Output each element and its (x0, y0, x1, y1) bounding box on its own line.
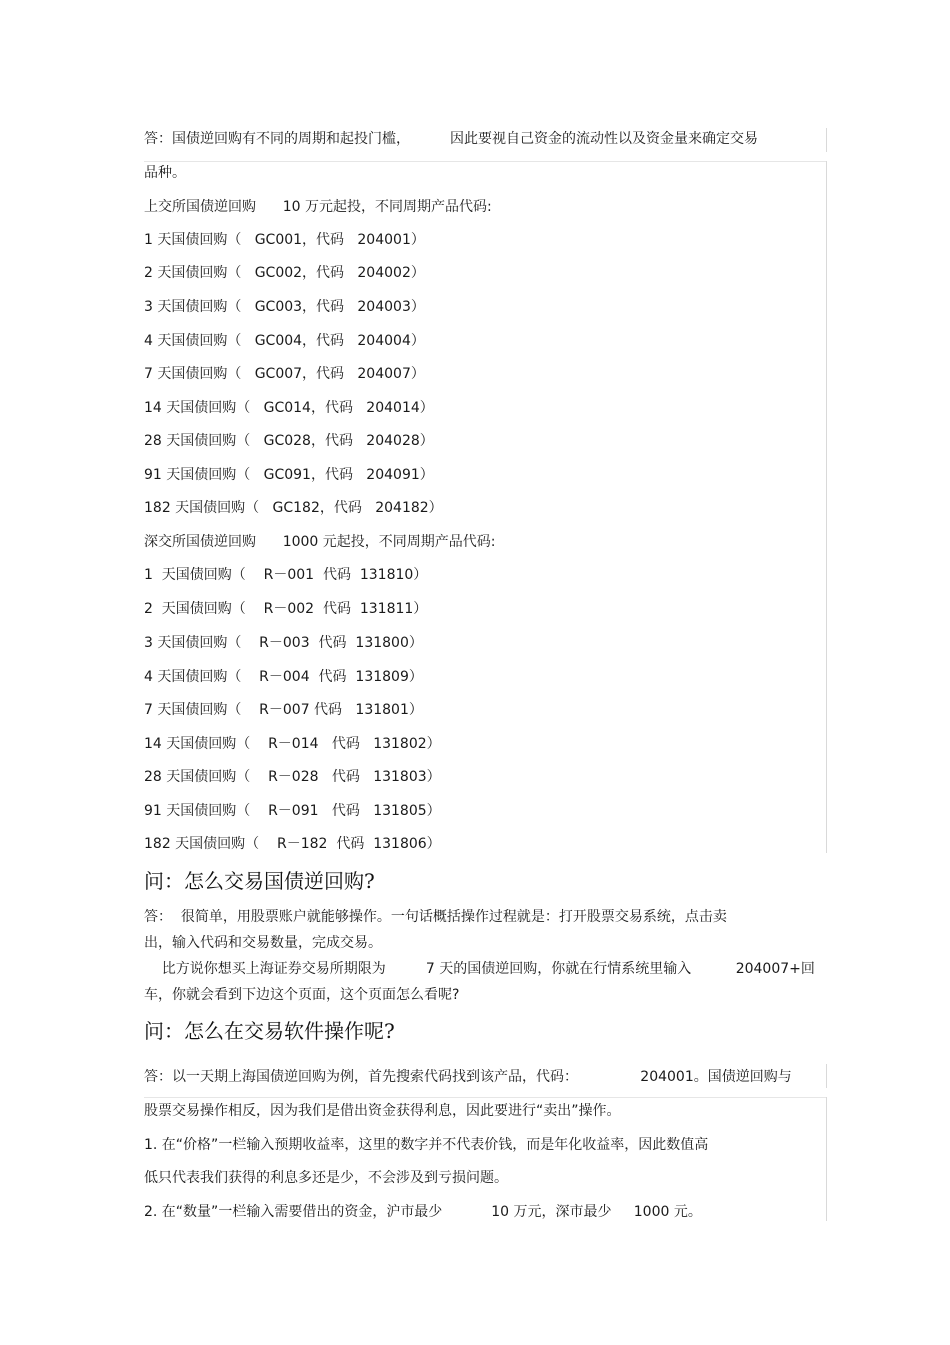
sh-list-item: 91 天国债回购（ GC091，代码 204091） (144, 467, 434, 483)
sz-intro: 深交所国债逆回购 1000 元起投，不同周期产品代码: (144, 534, 496, 550)
sh-list-item: 3 天国债回购（ GC003，代码 204003） (144, 299, 425, 315)
sz-list-item: 1 天国债回购（ R－001 代码 131810） (144, 567, 428, 583)
example-text: 车，你就会看到下边这个页面，这个页面怎么看呢? (144, 987, 460, 1003)
table-border-right-4 (826, 1097, 827, 1221)
question-heading: 问：怎么在交易软件操作呢? (144, 1019, 395, 1043)
sz-list-item: 2 天国债回购（ R－002 代码 131811） (144, 601, 428, 617)
sz-list-item: 28 天国债回购（ R－028 代码 131803） (144, 769, 441, 785)
sh-list-item: 2 天国债回购（ GC002，代码 204002） (144, 265, 425, 281)
answer-text: 答：以一天期上海国债逆回购为例，首先搜索代码找到该产品，代码： 204001。国债逆回购与 (144, 1069, 792, 1085)
question-heading: 问：怎么交易国债逆回购? (144, 869, 375, 893)
sz-list-item: 182 天国债回购（ R－182 代码 131806） (144, 836, 441, 852)
sz-list-item: 91 天国债回购（ R－091 代码 131805） (144, 803, 441, 819)
table-border-top (144, 161, 827, 162)
table-border-right-3 (826, 1064, 827, 1088)
example-text: 比方说你想买上海证券交易所期限为 7 天的国债逆回购，你就在行情系统里输入 204007+回 (144, 961, 815, 977)
answer-text: 股票交易操作相反，因为我们是借出资金获得利息，因此要进行“卖出”操作。 (144, 1103, 621, 1119)
table-border-right-1 (826, 128, 827, 152)
sh-intro: 上交所国债逆回购 10 万元起投，不同周期产品代码: (144, 199, 492, 215)
step-text: 1. 在“价格”一栏输入预期收益率，这里的数字并不代表价钱，而是年化收益率，因此数值高 (144, 1137, 709, 1153)
table-border-right-2 (826, 161, 827, 853)
answer-text: 品种。 (144, 165, 186, 181)
answer-text: 答： 很简单，用股票账户就能够操作。一句话概括操作过程就是：打开股票交易系统，点击卖 (144, 909, 727, 925)
answer-text: 出，输入代码和交易数量，完成交易。 (144, 935, 382, 951)
table-border-mid (144, 1097, 827, 1098)
step-text: 2. 在“数量”一栏输入需要借出的资金，沪市最少 10 万元，深市最少 1000 元。 (144, 1204, 702, 1220)
sh-list-item: 182 天国债回购（ GC182，代码 204182） (144, 500, 443, 516)
sh-list-item: 4 天国债回购（ GC004，代码 204004） (144, 333, 425, 349)
sh-list-item: 14 天国债回购（ GC014，代码 204014） (144, 400, 434, 416)
sz-list-item: 3 天国债回购（ R－003 代码 131800） (144, 635, 423, 651)
sh-list-item: 28 天国债回购（ GC028，代码 204028） (144, 433, 434, 449)
sh-list-item: 1 天国债回购（ GC001，代码 204001） (144, 232, 425, 248)
sz-list-item: 4 天国债回购（ R－004 代码 131809） (144, 669, 423, 685)
step-text: 低只代表我们获得的利息多还是少，不会涉及到亏损问题。 (144, 1170, 508, 1186)
answer-text: 答：国债逆回购有不同的周期和起投门槛， 因此要视自己资金的流动性以及资金量来确定交易 (144, 131, 759, 147)
sz-list-item: 7 天国债回购（ R－007 代码 131801） (144, 702, 423, 718)
sz-list-item: 14 天国债回购（ R－014 代码 131802） (144, 736, 441, 752)
sh-list-item: 7 天国债回购（ GC007，代码 204007） (144, 366, 425, 382)
